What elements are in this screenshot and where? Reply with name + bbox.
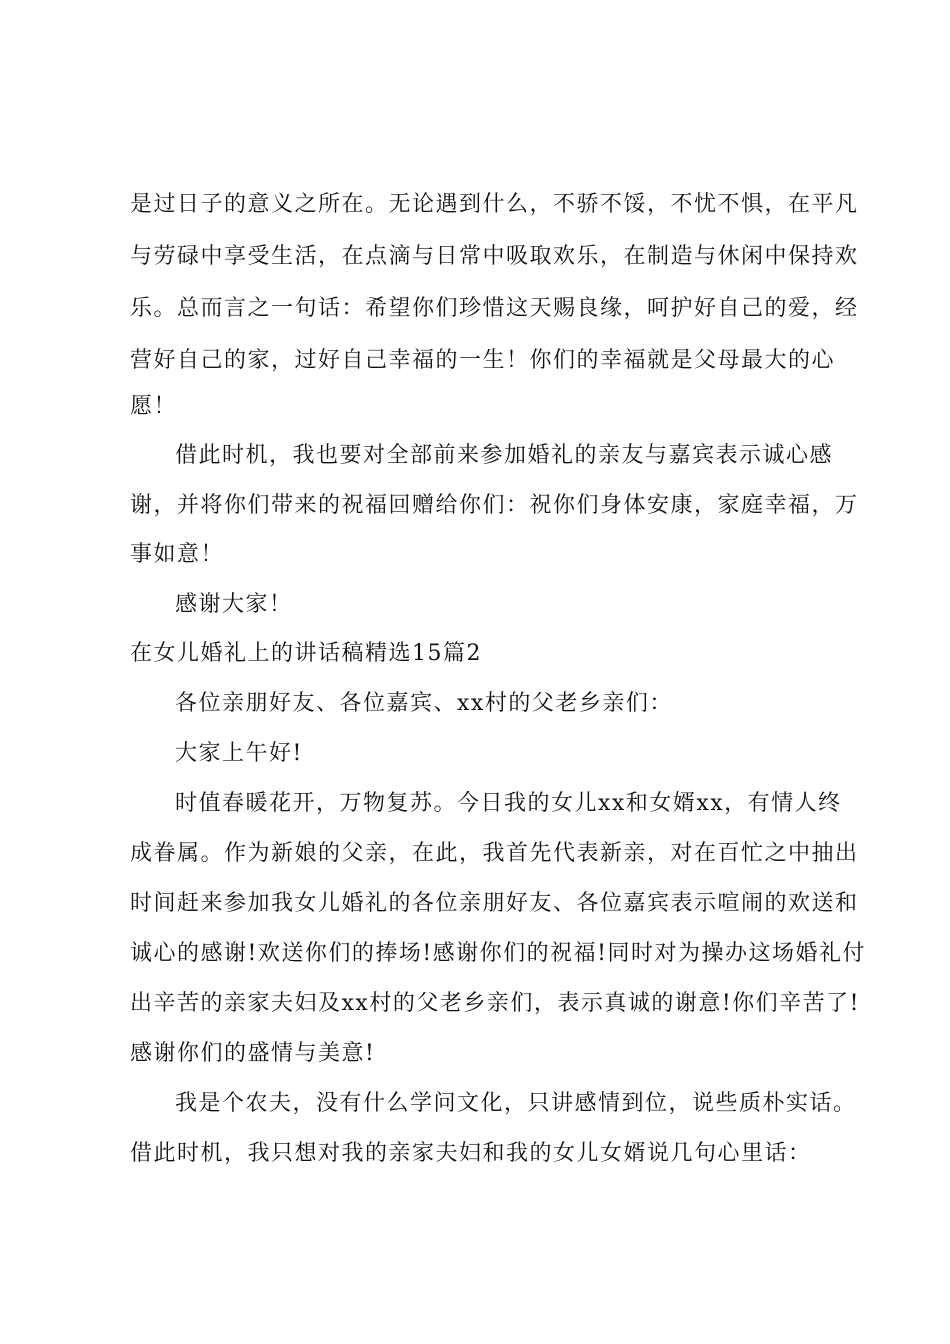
paragraph-line: 感谢你们的盛情与美意! (130, 1041, 376, 1066)
paragraph-line: 与劳碌中享受生活，在点滴与日常中吸取欢乐，在制造与休闲中保持欢 (130, 244, 859, 269)
paragraph-line: 我是个农夫，没有什么学问文化，只讲感情到位，说些质朴实话。 (175, 1091, 857, 1116)
closing-line: 感谢大家！ (175, 592, 293, 617)
paragraph-line: 借此时机，我也要对全部前来参加婚礼的亲友与嘉宾表示诚心感 (175, 443, 834, 468)
paragraph-line: 愿！ (130, 394, 178, 419)
paragraph-line: 是过日子的意义之所在。无论遇到什么，不骄不馁，不忧不惧，在平凡 (130, 192, 859, 217)
paragraph-line: 借此时机，我只想对我的亲家夫妇和我的女儿女婿说几句心里话： (130, 1141, 812, 1166)
paragraph-line: 事如意！ (130, 542, 225, 567)
paragraph-line: 乐。总而言之一句话：希望你们珍惜这天赐良缘，呵护好自己的爱，经 (130, 296, 859, 321)
paragraph-line: 时间赶来参加我女儿婚礼的各位亲朋好友、各位嘉宾表示喧闹的欢送和 (130, 891, 859, 916)
paragraph-line: 谢，并将你们带来的祝福回赠给你们：祝你们身体安康，家庭幸福，万 (130, 493, 859, 518)
paragraph-line: 出辛苦的亲家夫妇及xx村的父老乡亲们，表示真诚的谢意!你们辛苦了! (130, 991, 860, 1016)
paragraph-line: 诚心的感谢!欢送你们的捧场!感谢你们的祝福!同时对为操办这场婚礼付 (130, 941, 867, 966)
salutation-line: 各位亲朋好友、各位嘉宾、xx村的父老乡亲们： (175, 691, 673, 716)
paragraph-line: 营好自己的家，过好自己幸福的一生！你们的幸福就是父母最大的心 (130, 348, 836, 373)
paragraph-line: 时值春暖花开，万物复苏。今日我的女儿xx和女婿xx，有情人终 (175, 791, 842, 816)
section-heading: 在女儿婚礼上的讲话稿精选15篇2 (130, 641, 482, 666)
greeting-line: 大家上午好! (175, 741, 303, 766)
paragraph-line: 成眷属。作为新娘的父亲，在此，我首先代表新亲，对在百忙之中抽出 (130, 841, 859, 866)
